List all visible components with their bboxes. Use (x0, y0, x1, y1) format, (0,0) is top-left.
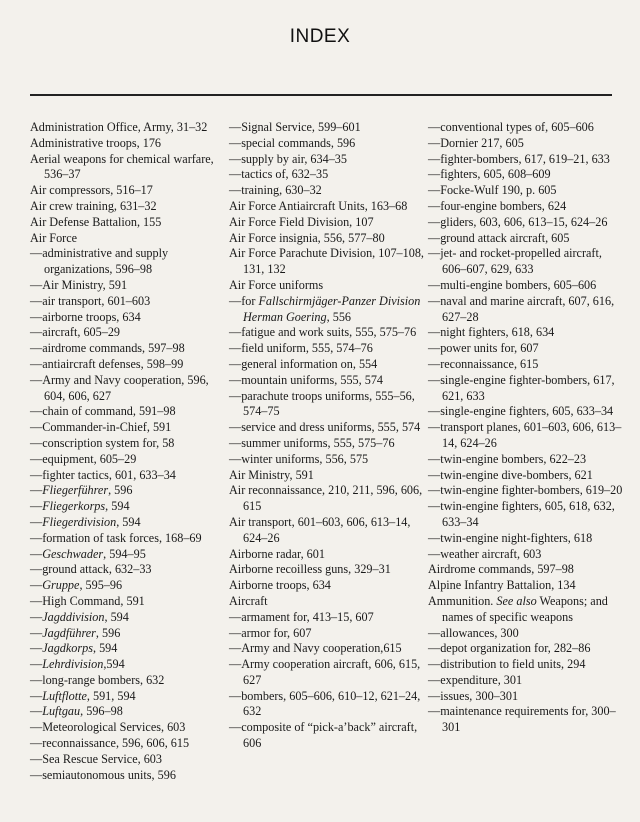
index-entry-italic-text: Fliegerkorps (42, 499, 106, 514)
index-entry-text: —Dornier 217, 605 (428, 135, 524, 150)
index-entry (229, 515, 426, 547)
index-entry-text: Air transport, 601–603, 606, 613–14, 624–26 (229, 514, 411, 545)
index-entry (30, 499, 228, 515)
index-entry-text: — (30, 546, 43, 561)
index-entry (229, 452, 426, 468)
index-entry (30, 689, 228, 705)
index-entry-text: —night fighters, 618, 634 (428, 325, 555, 340)
index-entry-text: —antiaircraft defenses, 598–99 (30, 356, 184, 371)
page-title: INDEX (289, 26, 351, 47)
index-entry (428, 341, 624, 357)
index-entry (428, 483, 624, 499)
index-entry-text: — (30, 657, 43, 672)
index-entry-text: —transport planes, 601–603, 606, 613–14, 624–26 (428, 420, 622, 450)
index-entry-text: — (30, 578, 43, 593)
index-entry-text: Air Force Field Division, 107 (229, 214, 374, 229)
index-entry (229, 626, 426, 642)
index-entry-text: —airdrome commands, 597–98 (30, 341, 185, 356)
index-entry (428, 167, 624, 183)
index-entry-text: Air Force Antiaircraft Units, 163–68 (229, 198, 408, 213)
index-entry-text: — (30, 641, 43, 656)
index-entry (30, 294, 228, 310)
index-entry-text: —twin-engine fighters, 605, 618, 632, 633–34 (428, 499, 615, 529)
index-entry (229, 341, 426, 357)
index-entry-text: —Focke-Wulf 190, p. 605 (428, 183, 557, 198)
index-entry (428, 657, 624, 673)
index-entry (428, 689, 624, 705)
index-entry-text: , 596 (108, 483, 133, 498)
index-entry-text: —naval and marine aircraft, 607, 616, 627–28 (428, 293, 615, 324)
index-entry-text: —aircraft, 605–29 (30, 325, 121, 340)
index-entry (428, 373, 624, 405)
index-entry (428, 325, 624, 341)
index-entry-text: —airborne troops, 634 (30, 309, 141, 324)
index-entry-text: —allowances, 300 (428, 625, 519, 640)
index-entry (30, 152, 228, 184)
index-entry (229, 278, 426, 294)
index-entry (30, 215, 228, 231)
index-entry (229, 183, 426, 199)
index-entry-text: Weapons; and names of specific weapons (442, 593, 608, 624)
index-entry-text: —composite of “pick-a’back” aircraft, 606 (229, 720, 418, 751)
index-entry (428, 562, 624, 578)
index-entry (229, 167, 426, 183)
index-entry-text: , 594 (104, 609, 129, 624)
index-entry-text: Aircraft (229, 593, 268, 608)
index-entry-text: Ammunition. (428, 593, 497, 608)
index-entry-text: , 594 (105, 499, 130, 514)
index-entry-text: —ground attack, 632–33 (30, 562, 152, 577)
index-entry (30, 736, 228, 752)
index-entry (428, 468, 624, 484)
index-entry-text: —armor for, 607 (229, 625, 312, 640)
index-entry-text: —armament for, 413–15, 607 (229, 609, 374, 624)
index-entry (30, 768, 228, 784)
index-entry (30, 120, 228, 136)
index-entry (30, 310, 228, 326)
index-entry (30, 483, 228, 499)
index-entry (229, 325, 426, 341)
index-entry-text: —summer uniforms, 555, 575–76 (229, 435, 395, 450)
index-entry-text: —supply by air, 634–35 (229, 151, 347, 166)
index-entry-text: —Army cooperation aircraft, 606, 615, 627 (229, 657, 421, 687)
index-entry-text: , 556 (326, 309, 351, 324)
index-entry (30, 183, 228, 199)
index-entry-italic-text: See also (496, 593, 537, 608)
index-entry (229, 720, 426, 752)
index-entry (30, 578, 228, 594)
index-entry-text: —four-engine bombers, 624 (428, 198, 567, 213)
index-entry-text: —training, 630–32 (229, 183, 322, 198)
index-entry (229, 657, 426, 689)
index-entry-text: Air Force Parachute Division, 107–108, 131, 132 (229, 246, 424, 277)
index-entry (30, 420, 228, 436)
index-entry (30, 278, 228, 294)
index-entry-text: —mountain uniforms, 555, 574 (229, 372, 384, 387)
index-entry (229, 152, 426, 168)
index-entry (229, 547, 426, 563)
index-entry-text: Airborne radar, 601 (229, 546, 325, 561)
index-column-3 (428, 120, 624, 736)
index-entry-text: , 594 (92, 641, 118, 656)
index-entry-text: —Signal Service, 599–601 (229, 120, 361, 134)
index-entry-text: —fatigue and work suits, 555, 575–76 (229, 325, 417, 340)
index-entry (428, 152, 624, 168)
index-entry (428, 120, 624, 136)
index-entry (30, 325, 228, 341)
index-entry-text: —expenditure, 301 (428, 672, 523, 687)
index-entry (428, 626, 624, 642)
index-entry-text: —maintenance requirements for, 300–301 (428, 704, 616, 735)
index-entry-text: , 596–98 (80, 704, 123, 719)
index-entry-text: —general information on, 554 (229, 356, 378, 371)
index-entry-text: —Army and Navy cooperation,615 (229, 641, 402, 656)
index-entry-text: Airdrome commands, 597–98 (428, 562, 574, 577)
index-entry (229, 231, 426, 247)
index-entry-italic-text: Lehrdivision (42, 657, 104, 672)
index-entry-text: —weather aircraft, 603 (428, 546, 542, 561)
index-entry-text: —fighters, 605, 608–609 (428, 167, 551, 182)
index-entry-text: —single-engine fighter-bombers, 617, 621, 633 (428, 372, 615, 403)
index-entry-text: —twin-engine dive-bombers, 621 (428, 467, 593, 482)
index-entry-italic-text: Luftgau (42, 704, 81, 719)
index-entry-text: — (30, 688, 43, 703)
index-entry-text: —distribution to field units, 294 (428, 657, 586, 672)
index-entry-italic-text: Fliegerdivision (42, 514, 117, 529)
index-entry (229, 373, 426, 389)
index-entry (428, 547, 624, 563)
index-entry (30, 720, 228, 736)
index-entry-text: —Meteorological Services, 603 (30, 720, 186, 735)
index-entry (30, 610, 228, 626)
index-entry (30, 594, 228, 610)
index-entry-text: Administrative troops, 176 (30, 135, 162, 150)
index-column-1 (30, 120, 228, 783)
index-entry-text: —multi-engine bombers, 605–606 (428, 277, 597, 292)
index-entry (30, 562, 228, 578)
index-entry (428, 246, 624, 278)
index-entry-text: — (30, 625, 43, 640)
index-entry-text: Administration Office, Army, 31–32 (30, 120, 208, 134)
header-rule (30, 94, 612, 96)
index-entry (229, 136, 426, 152)
index-column-2 (229, 120, 426, 752)
index-entry (30, 136, 228, 152)
index-entry-text: , 596 (95, 625, 121, 640)
index-entry-text: —Army and Navy cooperation, 596, 604, 606, 627 (30, 372, 209, 403)
index-entry-text: —field uniform, 555, 574–76 (229, 341, 373, 356)
index-entry-italic-text: Jagdführer (42, 625, 96, 640)
index-entry-text: Air Force (30, 230, 78, 245)
index-entry (30, 246, 228, 278)
index-entry-text: Air Force uniforms (229, 277, 324, 292)
index-entry (30, 531, 228, 547)
index-entry (30, 199, 228, 215)
index-entry (428, 136, 624, 152)
index-entry (428, 420, 624, 452)
index-entry-text: —power units for, 607 (428, 341, 539, 356)
index-entry (30, 626, 228, 642)
index-entry-text: —conscription system for, 58 (30, 435, 175, 450)
index-entry-text: —tactics of, 632–35 (229, 167, 329, 182)
index-entry-text: —special commands, 596 (229, 135, 356, 150)
index-entry (428, 231, 624, 247)
index-entry-text: —reconnaissance, 596, 606, 615 (30, 736, 190, 751)
index-entry-text: Aerial weapons for chemical warfare, 536–37 (30, 151, 214, 182)
index-entry-text: — (30, 609, 43, 624)
index-entry (30, 468, 228, 484)
index-entry-text: Air Ministry, 591 (229, 467, 314, 482)
index-entry-text: ,594 (103, 657, 125, 672)
index-entry-text: —semiautonomous units, 596 (30, 767, 176, 782)
index-entry (428, 578, 624, 594)
index-entry (30, 657, 228, 673)
index-entry-text: —jet- and rocket-propelled aircraft, 606–607, 629, 633 (428, 246, 602, 277)
index-entry (30, 436, 228, 452)
index-entry (428, 294, 624, 326)
index-entry (30, 547, 228, 563)
index-entry (229, 578, 426, 594)
index-entry (30, 231, 228, 247)
index-entry-italic-text: Luftflotte (42, 688, 87, 703)
index-entry-text: —long-range bombers, 632 (30, 672, 165, 687)
index-entry-text: —single-engine fighters, 605, 633–34 (428, 404, 614, 419)
index-entry (229, 389, 426, 421)
index-entry (428, 531, 624, 547)
index-entry (428, 199, 624, 215)
index-entry-text: —for (229, 293, 259, 308)
index-entry (428, 452, 624, 468)
index-entry (428, 404, 624, 420)
index-entry (30, 752, 228, 768)
index-entry-text: —air transport, 601–603 (30, 293, 151, 308)
index-entry-text: —reconnaissance, 615 (428, 356, 539, 371)
index-entry-text: , 594 (116, 514, 141, 529)
index-entry-text: —bombers, 605–606, 610–12, 621–24, 632 (229, 688, 421, 719)
index-entry (428, 499, 624, 531)
index-entry (30, 515, 228, 531)
index-entry-text: —High Command, 591 (30, 593, 145, 608)
index-entry-text: —issues, 300–301 (428, 688, 519, 703)
index-entry (30, 452, 228, 468)
index-entry (229, 199, 426, 215)
index-entry (30, 341, 228, 357)
index-entry (229, 357, 426, 373)
index-entry-text: —conventional types of, 605–606 (428, 120, 594, 134)
index-entry-italic-text: Geschwader (42, 546, 104, 561)
index-entry (428, 215, 624, 231)
index-entry-text: —twin-engine fighter-bombers, 619–20 (428, 483, 623, 498)
index-entry-text: Air reconnaissance, 210, 211, 596, 606, 615 (229, 483, 423, 514)
index-entry-text: —Air Ministry, 591 (30, 277, 128, 292)
index-entry-text: —administrative and supply organizations, 596–98 (30, 246, 169, 277)
index-entry-text: —Sea Rescue Service, 603 (30, 751, 162, 766)
index-entry-italic-text: Jagddivision (42, 609, 105, 624)
index-entry-text: , 591, 594 (86, 688, 136, 703)
index-entry-text: , 594–95 (103, 546, 146, 561)
index-entry-text: —twin-engine bombers, 622–23 (428, 451, 587, 466)
index-entry-text: —twin-engine night-fighters, 618 (428, 530, 593, 545)
index-entry (229, 215, 426, 231)
index-entry (229, 641, 426, 657)
index-entry (428, 673, 624, 689)
index-entry-text: Air compressors, 516–17 (30, 183, 153, 198)
index-entry (428, 641, 624, 657)
index-entry-italic-text: Fliegerführer (42, 483, 109, 498)
index-entry (229, 610, 426, 626)
index-entry (428, 278, 624, 294)
index-entry (30, 704, 228, 720)
index-entry-text: —Commander-in-Chief, 591 (30, 420, 172, 435)
index-entry-text: Air crew training, 631–32 (30, 198, 157, 213)
index-entry (229, 246, 426, 278)
index-entry-text: — (30, 483, 43, 498)
index-entry-text: Airborne troops, 634 (229, 578, 331, 593)
index-entry (229, 689, 426, 721)
index-entry (30, 404, 228, 420)
index-entry-text: —parachute troops uniforms, 555–56, 574–75 (229, 388, 415, 419)
index-entry-italic-text: Jagdkorps (42, 641, 93, 656)
index-entry (229, 420, 426, 436)
index-entry-text: Alpine Infantry Battalion, 134 (428, 578, 576, 593)
index-entry-text: —ground attack aircraft, 605 (428, 230, 570, 245)
index-entry-text: —formation of task forces, 168–69 (30, 530, 202, 545)
index-entry-text: Air Defense Battalion, 155 (30, 214, 162, 229)
index-entry (30, 373, 228, 405)
index-entry-text: —chain of command, 591–98 (30, 404, 176, 419)
index-entry-italic-text: Gruppe (42, 578, 80, 593)
index-entry (229, 562, 426, 578)
index-entry (428, 704, 624, 736)
index-entry-text: —winter uniforms, 556, 575 (229, 451, 369, 466)
index-entry-text: — (30, 499, 43, 514)
index-entry (229, 436, 426, 452)
index-entry-text: —depot organization for, 282–86 (428, 641, 591, 656)
index-entry (428, 594, 624, 626)
index-entry (428, 183, 624, 199)
index-entry-italic-text: Fallschirmjäger-Panzer Division Herman Goering (243, 293, 421, 324)
index-entry (229, 483, 426, 515)
index-entry-text: , 595–96 (79, 578, 123, 593)
index-entry (428, 357, 624, 373)
index-entry-text: Airborne recoilless guns, 329–31 (229, 562, 391, 577)
index-entry-text: — (30, 704, 43, 719)
index-entry (30, 641, 228, 657)
index-entry (229, 120, 426, 136)
index-entry (30, 357, 228, 373)
index-entry (229, 294, 426, 326)
index-entry-text: —service and dress uniforms, 555, 574 (229, 420, 421, 435)
index-entry (229, 468, 426, 484)
index-entry (30, 673, 228, 689)
index-entry (229, 594, 426, 610)
index-entry-text: —fighter-bombers, 617, 619–21, 633 (428, 151, 610, 166)
index-entry-text: —fighter tactics, 601, 633–34 (30, 467, 176, 482)
index-entry-text: —equipment, 605–29 (30, 451, 137, 466)
index-entry-text: —gliders, 603, 606, 613–15, 624–26 (428, 214, 608, 229)
index-entry-text: — (30, 514, 43, 529)
index-entry-text: Air Force insignia, 556, 577–80 (229, 230, 385, 245)
